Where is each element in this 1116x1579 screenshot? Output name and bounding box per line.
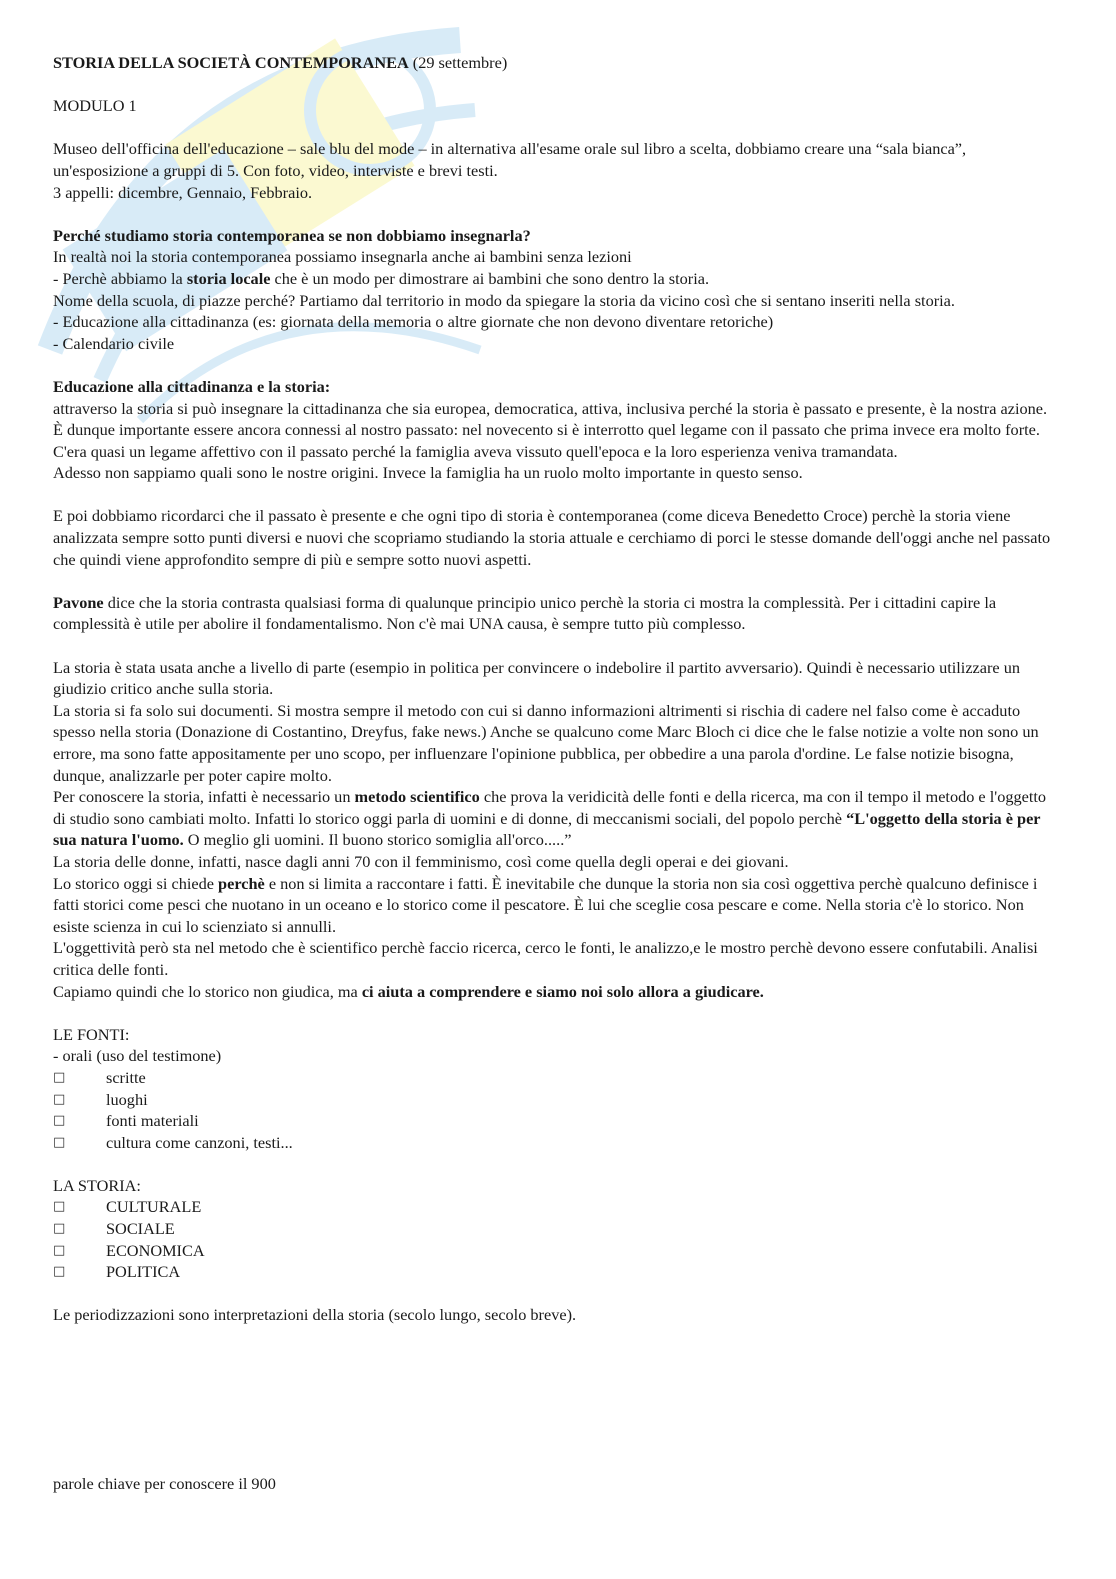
list-item: □ CULTURALE — [53, 1197, 202, 1217]
why-paragraph-4: - Educazione alla cittadinanza (es: giornata della memoria o altre giornate che non devono diventare retoriche) — [53, 312, 774, 332]
sources-heading: LE FONTI: — [53, 1024, 130, 1044]
list-item: □ scritte — [53, 1067, 146, 1087]
method-paragraph-5: Lo storico oggi si chiede perchè e non si limita a raccontare i fatti. È inevitabile che dunque la storia non sia così oggettiva perchè qualcuno definisce i fatti storici come pesci che nuotano in un oceano e lo storico come il pescatore. È lui che sceglie cosa pescare e come. Nella storia c'è lo storico. Non esiste scienza in cui lo scienziato si annulli. — [53, 873, 1038, 936]
bullet-icon: □ — [53, 1134, 66, 1150]
keywords-line: parole chiave per conoscere il 900 — [53, 1474, 276, 1493]
citizenship-paragraph-3: Adesso non sappiamo quali sono le nostre origini. Invece la famiglia ha un ruolo molto importante in questo senso. — [53, 463, 803, 483]
method-paragraph-2: La storia si fa solo sui documenti. Si mostra sempre il metodo con cui si danno informazioni altrimenti si rischia di cadere nel falso come è accaduto spesso nella storia (Donazione di Costantino, Dreyfus, fake news.) Anche se qualcuno come Marc Bloch ci dice che le false notizie a volte non sono un errore, ma sono fatte appositamente per uno scopo, per influenzare l'opinione pubblica, per obbedire a una parola d'ordine. Le false notizie bisogna, dunque, analizzarle per poter capire molto. — [53, 700, 1039, 785]
why-paragraph-2: - Perchè abbiamo la storia locale che è un modo per dimostrare ai bambini che sono dentro la storia. — [53, 268, 710, 288]
citizenship-paragraph-1: attraverso la storia si può insegnare la cittadinanza che sia europea, democratica, attiva, inclusiva perché la storia è passato e presente, è la nostra azione. — [53, 398, 1048, 418]
method-paragraph-6: L'oggettività però sta nel metodo che è scientifico perchè faccio ricerca, cerco le fonti, le analizzo,e le mostro perchè devono essere confutabili. Analisi critica delle fonti. — [53, 938, 1038, 979]
intro-paragraph: Museo dell'officina dell'educazione – sale blu del mode – in alternativa all'esame orale sul libro a scelta, dobbiamo creare una “sala bianca”, un'esposizione a gruppi di 5. Con foto, video, interviste e brevi testi. — [53, 139, 967, 180]
method-paragraph-1: La storia è stata usata anche a livello di parte (esempio in politica per convincere o indebolire il partito avversario). Quindi è necessario utilizzare un giudizio critico anche sulla storia. — [53, 657, 1021, 699]
bullet-icon: □ — [53, 1069, 66, 1085]
document-body — [53, 52, 1053, 1326]
list-item: □ POLITICA — [53, 1262, 181, 1282]
periods-paragraph: Le periodizzazioni sono interpretazioni della storia (secolo lungo, secolo breve). — [53, 1305, 577, 1325]
list-item: □ SOCIALE — [53, 1219, 175, 1239]
document-date: (29 settembre) — [408, 53, 508, 72]
why-paragraph-1: In realtà noi la storia contemporanea possiamo insegnarla anche ai bambini senza lezioni — [53, 247, 632, 267]
sources-oral: - orali (uso del testimone) — [53, 1046, 222, 1066]
bullet-icon: □ — [53, 1264, 66, 1280]
why-paragraph-5: - Calendario civile — [53, 333, 175, 353]
list-item: □ ECONOMICA — [53, 1240, 205, 1260]
croce-paragraph: E poi dobbiamo ricordarci che il passato è presente e che ogni tipo di storia è contemporanea (come diceva Benedetto Croce) perchè la storia viene analizzata sempre sotto punti diversi e nuovi che scopriamo studiando la storia attuale e cerchiamo di porci le stesse domande dell'oggi anche nel passato che quindi viene approfondito sempre di più e sempre sotto nuovi aspetti. — [53, 506, 1051, 569]
bullet-icon: □ — [53, 1242, 66, 1258]
why-paragraph-3: Nome della scuola, di piazze perché? Partiamo dal territorio in modo da spiegare la storia da vicino così che si sentano inseriti nella storia. — [53, 290, 955, 310]
method-paragraph-3: Per conoscere la storia, infatti è necessario un metodo scientifico che prova la veridicità delle fonti e della ricerca, ma con il tempo il metodo e l'oggetto di studio sono cambiati molto. Infatti lo storico oggi parla di uomini e di donne, di meccanismi sociali, del popolo perchè “L'oggetto della storia è per sua natura l'uomo. O meglio gli uomini. Il buono storico somiglia all'orco.....” — [53, 787, 1047, 850]
method-paragraph-7: Capiamo quindi che lo storico non giudica, ma ci aiuta a comprendere e siamo noi solo allora a giudicare. — [53, 981, 764, 1001]
bullet-icon: □ — [53, 1113, 66, 1129]
history-heading: LA STORIA: — [53, 1175, 141, 1195]
method-paragraph-4: La storia delle donne, infatti, nasce dagli anni 70 con il femminismo, così come quella degli operai e dei giovani. — [53, 851, 789, 871]
list-item: □ cultura come canzoni, testi... — [53, 1132, 293, 1152]
list-item: □ luoghi — [53, 1089, 148, 1109]
module-label: MODULO 1 — [53, 96, 137, 116]
bullet-icon: □ — [53, 1221, 66, 1237]
exam-dates: 3 appelli: dicembre, Gennaio, Febbraio. — [53, 182, 313, 202]
bullet-icon: □ — [53, 1091, 66, 1107]
bullet-icon: □ — [53, 1199, 66, 1215]
pavone-paragraph: Pavone dice che la storia contrasta qualsiasi forma di qualunque principio unico perchè la storia ci mostra la complessità. Per i cittadini capire la complessità è utile per abolire il fondamentalismo. Non c'è mai UNA causa, è sempre tutto più complesso. — [53, 592, 997, 634]
citizenship-heading: Educazione alla cittadinanza e la storia: — [53, 376, 331, 396]
document-title: STORIA DELLA SOCIETÀ CONTEMPORANEA — [53, 53, 409, 72]
list-item: □ fonti materiali — [53, 1111, 199, 1131]
document-title-line — [53, 52, 1053, 74]
citizenship-paragraph-2: È dunque importante essere ancora connessi al nostro passato: nel novecento si è interrotto quel legame con il passato che prima invece era molto forte. C'era quasi un legame affettivo con il passato perché la famiglia aveva vissuto quell'epoca e la loro esperienza veniva tramandata. — [53, 420, 1040, 461]
why-heading: Perché studiamo storia contemporanea se non dobbiamo insegnarla? — [53, 225, 531, 245]
